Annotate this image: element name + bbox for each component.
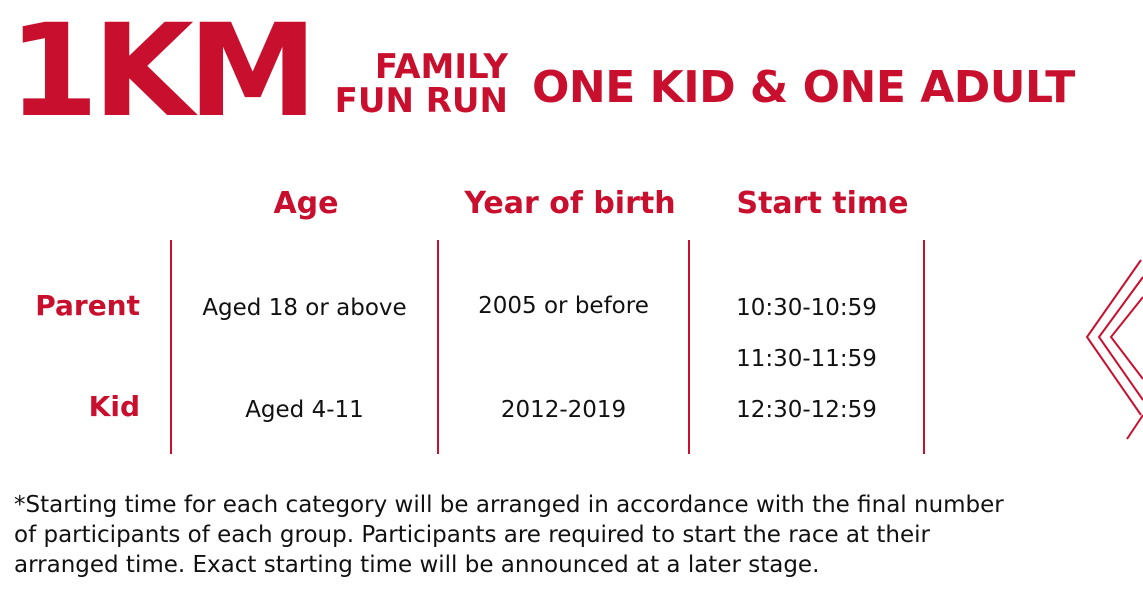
row-label-kid: Kid (88, 390, 140, 423)
tagline: ONE KID & ONE ADULT (532, 62, 1075, 113)
cell-kid-birth: 2012-2019 (500, 397, 627, 423)
cell-parent-age: Aged 18 or above (202, 295, 407, 321)
footnote: *Starting time for each category will be arranged in accordance with the final number of participants of each group. Participants are required to start the race at their arranged time. Exact starting time will be announced at a later stage. (14, 492, 1004, 578)
distance-title: 1KM (8, 0, 312, 146)
event-name-line1: FAMILY (374, 47, 508, 87)
event-name-line2: FUN RUN (334, 81, 508, 121)
cell-kid-age: Aged 4-11 (245, 397, 364, 423)
start-time-3: 12:30-12:59 (736, 397, 877, 423)
header-start-time: Start time (736, 186, 909, 221)
header-age: Age (273, 186, 339, 221)
start-time-1: 10:30-10:59 (736, 295, 877, 321)
column-divider (923, 240, 925, 454)
chevron-decoration-icon (1083, 255, 1143, 445)
event-name (318, 47, 508, 121)
row-label-parent: Parent (35, 289, 140, 322)
start-time-2: 11:30-11:59 (736, 346, 877, 372)
cell-parent-birth: 2005 or before (478, 293, 649, 319)
header-year-of-birth: Year of birth (464, 186, 676, 221)
